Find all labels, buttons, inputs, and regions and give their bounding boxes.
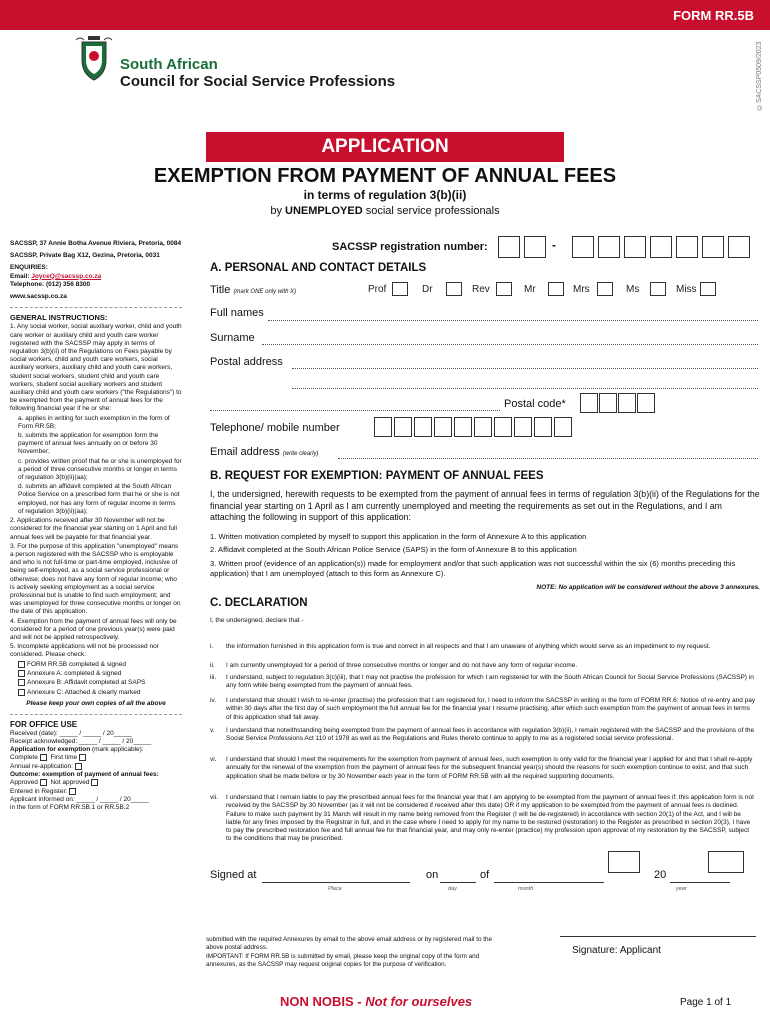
- registration-number-box[interactable]: [624, 236, 646, 258]
- motto-italic: Not for ourselves: [365, 994, 473, 1009]
- day-caption: day: [448, 886, 457, 892]
- instruction-1d: d. submits an affidavit completed at the South African Police Service on a prescribed form that he or she is not employed, nor has any form of regular income in terms of regulation 3(b)(ii)(aa);: [18, 483, 180, 515]
- registration-number-box[interactable]: [524, 236, 546, 258]
- keep-copies-note: Please keep your own copies of all the above: [26, 700, 166, 708]
- application-banner: APPLICATION: [206, 132, 564, 162]
- registration-dash: -: [552, 238, 556, 252]
- title-checkbox[interactable]: [392, 282, 408, 296]
- postal-address: SACSSP, Private Bag X12, Gezina, Pretoria, 0031: [10, 252, 160, 260]
- registration-number-box[interactable]: [728, 236, 750, 258]
- registration-number-box[interactable]: [498, 236, 520, 258]
- first-time-label: First time: [50, 754, 78, 762]
- declaration-numeral: iv.: [210, 697, 217, 704]
- declaration-item-v: I understand that notwithstanding being exempted from the payment of annual fees in accordance with regulation 3(b)(ii), I remain registered with the SACSSP and the provisions of the Social Service Professions Act 110 of 1978 as well as the Regulations and Rules thereto continue to apply to me as a registered social service professional.: [226, 727, 755, 743]
- informed-form: in the form of FORM RR.5B.1 or RR.5B.2: [10, 804, 130, 812]
- signature-box[interactable]: [608, 851, 640, 873]
- title-checkbox[interactable]: [597, 282, 613, 296]
- postal-code-box[interactable]: [637, 393, 655, 413]
- title-checkbox[interactable]: [650, 282, 666, 296]
- left-column: [10, 240, 182, 813]
- checkbox[interactable]: [69, 788, 76, 795]
- annual-reapplication: [10, 763, 182, 771]
- declaration-intro: I, the undersigned, declare that -: [210, 617, 304, 624]
- declaration-item-i: the information furnished in this application form is true and correct in all respects and that I am unaware of anything which would serve as an impediment to my request.: [226, 643, 711, 650]
- website-link[interactable]: www.sacssp.co.za: [10, 293, 67, 301]
- checklist-label: Annexure B: Affidavit completed at SAPS: [27, 679, 146, 687]
- exemption-request-text: I, the undersigned, herewith requests to be exempted from the payment of annual fees in terms of regulation 3(b)(ii) of the Regulations for the financial year starting on 1 April as I am currently unemployed and meeting the requirements as set out in the Regulations, and I am attaching the following in support of this application:: [210, 489, 760, 522]
- telephone-label: Telephone/ mobile number: [210, 422, 340, 434]
- email-label: [210, 446, 318, 458]
- application-type-note: (mark applicable):: [90, 746, 144, 754]
- postal-address-field[interactable]: [210, 410, 500, 411]
- instruction-1b: b. submits the application for exemption form the payment of annual fees annually on or before 30 November;: [18, 432, 159, 456]
- title-label: [210, 284, 296, 296]
- annexure-b-item: 2. Affidavit completed at the South African Police Service (SAPS) in the form of Annexure B to this application: [210, 545, 577, 554]
- declaration-item-vi: I understand that should I meet the requirements for the exemption from payment of annual fees, such exemption is only valid for the financial year I applied for and that I shall re-apply annually for the renewal of the exemption from the payment of annual fees for the subsequent financial year(s) should the reasons for such exemption continue to exist, and that such application shall be made before or by 30 November each year in the form of FORM RR.5B with all the required supporting documents.: [226, 756, 753, 780]
- instruction-4: 4. Exemption from the payment of annual fees will only be considered for a period of one previous year(s) were paid and will not be applied retrospectively.: [10, 617, 177, 641]
- telephone-digit-box[interactable]: [474, 417, 492, 437]
- application-type-line: [10, 746, 182, 754]
- motto-bold: NON NOBIS -: [280, 994, 366, 1009]
- month-field[interactable]: [494, 882, 604, 883]
- postal-code-box[interactable]: [599, 393, 617, 413]
- org-line-1: South African: [120, 56, 218, 73]
- by-bold: UNEMPLOYED: [285, 205, 363, 217]
- checkbox[interactable]: [91, 779, 98, 786]
- office-use-heading: FOR OFFICE USE: [10, 720, 78, 730]
- entered-register: [10, 788, 182, 796]
- section-a-heading: A. PERSONAL AND CONTACT DETAILS: [210, 262, 427, 274]
- by-prefix: by: [270, 205, 286, 217]
- not-approved-label: Not approved: [50, 779, 90, 787]
- signed-at-label: Signed at: [210, 869, 257, 881]
- declaration-numeral: ii.: [210, 662, 215, 669]
- complete-label: Complete: [10, 754, 38, 762]
- checkbox[interactable]: [40, 779, 47, 786]
- title-option-mr: Mr: [524, 284, 536, 295]
- important-note: IMPORTANT: If FORM RR.5B is submitted by email, please keep the original copy of the form and annexures, as the SACSSP may request original copies for the purpose of verification.: [206, 953, 480, 969]
- registration-number-box[interactable]: [598, 236, 620, 258]
- year-prefix: 20: [654, 869, 667, 881]
- application-type-label: Application for exemption: [10, 746, 91, 754]
- email-label: Email:: [10, 272, 32, 280]
- checklist-item: [10, 689, 182, 697]
- applicant-signature-label: Signature: Applicant: [572, 945, 661, 956]
- checkbox[interactable]: [18, 670, 25, 677]
- instruction-3: 3. For the purpose of this application "unemployed" means a person registered with the SACSSP who is employable and who is not full-time or part-time employed, inclusive of being self-employed, as a social service professional or otherwise; does not have any form of regular income; who is actively seeking employment as a social service professional but is unable to find such employment; and was unemployed for three consecutive months or longer on the date of this application.: [10, 542, 181, 616]
- registration-number-box[interactable]: [676, 236, 698, 258]
- title-label-text: Title: [210, 284, 231, 296]
- checklist-label: Annexure A: completed & signed: [27, 670, 122, 678]
- street-address: SACSSP, 37 Annie Botha Avenue Riviera, Pretoria, 0084: [10, 240, 182, 247]
- title-option-miss: Miss: [676, 284, 697, 295]
- checkbox[interactable]: [79, 754, 86, 761]
- month-caption: month: [518, 886, 534, 892]
- office-use-block: [10, 721, 182, 812]
- signature-box[interactable]: [708, 851, 744, 873]
- annexure-a-item: 1. Written motivation completed by myself to support this application in the form of Annexure A to this application: [210, 532, 587, 541]
- title-checkbox[interactable]: [496, 282, 512, 296]
- form-version-code: ©SACSSP0509/2023: [756, 41, 763, 110]
- place-field[interactable]: [262, 882, 410, 883]
- instruction-1a: a. applies in writing for such exemption in the form of Form RR.5B;: [18, 414, 170, 430]
- informed-date: Applicant informed on: _____ / _____ / 20_____: [10, 796, 149, 804]
- telephone-line: Telephone: (012) 356 8300: [10, 280, 91, 288]
- divider: [10, 714, 182, 715]
- received-date: Received (date): _____ / _____ / 20_____: [10, 729, 132, 737]
- year-field[interactable]: [670, 882, 730, 883]
- enquiries-label: ENQUIRIES:: [10, 264, 48, 272]
- page-subtitle: in terms of regulation 3(b)(ii): [303, 188, 467, 202]
- checkbox[interactable]: [75, 763, 82, 770]
- email-line: [10, 273, 182, 281]
- page-title: EXEMPTION FROM PAYMENT OF ANNUAL FEES: [153, 165, 617, 187]
- registration-number-box[interactable]: [650, 236, 672, 258]
- title-checkbox[interactable]: [700, 282, 716, 296]
- telephone-digit-box[interactable]: [494, 417, 512, 437]
- section-c-heading: C. DECLARATION: [210, 597, 308, 609]
- telephone-digit-box[interactable]: [534, 417, 552, 437]
- surname-label: Surname: [210, 332, 255, 344]
- day-field[interactable]: [440, 882, 476, 883]
- section-b-heading: B. REQUEST FOR EXEMPTION: PAYMENT OF ANNUAL FEES: [210, 470, 544, 482]
- entered-label: Entered in Register:: [10, 787, 68, 795]
- page-number: Page 1 of 1: [680, 997, 732, 1008]
- registration-number-box[interactable]: [572, 236, 594, 258]
- annexure-note: NOTE: No application will be considered without the above 3 annexures.: [536, 584, 760, 591]
- registration-number-box[interactable]: [702, 236, 724, 258]
- contact-email-link[interactable]: JoyceQ@sacssp.co.za: [31, 272, 102, 280]
- declaration-item-iii: I understand, subject to regulation 3(c)(iii), that I may not practise the profession for which I am registered for with the South African Council for Social Service Professions (SACSSP) in any form while being exempted from the payment of annual fees.: [226, 674, 754, 690]
- coat-of-arms-logo: [72, 34, 116, 82]
- by-suffix: social service professionals: [362, 205, 500, 217]
- checkbox[interactable]: [18, 661, 25, 668]
- title-option-ms: Ms: [626, 284, 640, 295]
- title-checkbox[interactable]: [446, 282, 462, 296]
- full-names-field[interactable]: [268, 320, 758, 321]
- declaration-numeral: v.: [210, 727, 215, 734]
- title-note: (mark ONE only with X): [233, 289, 297, 295]
- checkbox[interactable]: [18, 689, 25, 696]
- instruction-2: 2. Applications received after 30 November will not be considered for the financial year starting on 1 April and full annual fees will be payable for that financial year.: [10, 517, 177, 541]
- postal-address-field[interactable]: [292, 368, 758, 369]
- form-id: FORM RR.5B: [673, 8, 754, 23]
- declaration-item-iv: I understand that should I wish to re-enter (practise) the profession that I am registered for, I need to inform the SACSSP in writing in the form of FORM RR.6: Notice of re-entry and pay within 30 days after the first day of such employment the full annual fee for the financial year I resume practising, after which such exemption from the payment of annual fees in terms of this application shall fall away.: [226, 697, 756, 721]
- general-instructions: [10, 314, 182, 708]
- email-note: (write clearly): [282, 451, 319, 457]
- outcome-label: Outcome: exemption of payment of annual fees:: [10, 771, 159, 779]
- header-bar: [0, 0, 770, 30]
- place-caption: Place: [328, 886, 342, 892]
- instructions-heading: GENERAL INSTRUCTIONS:: [10, 313, 108, 323]
- title-option-dr: Dr: [422, 284, 433, 295]
- submission-note: submitted with the required Annexures by email to the above email address or by registered mail to the above postal address.: [206, 936, 492, 952]
- year-caption: year: [676, 886, 687, 892]
- checkbox[interactable]: [18, 679, 25, 686]
- postal-code-box[interactable]: [580, 393, 598, 413]
- telephone-digit-box[interactable]: [454, 417, 472, 437]
- of-label: of: [480, 869, 490, 881]
- instruction-5: 5. Incomplete applications will not be processed nor considered. Please check:: [10, 643, 159, 659]
- declaration-numeral: vii.: [210, 794, 218, 801]
- motto: [280, 994, 472, 1009]
- title-checkbox[interactable]: [548, 282, 564, 296]
- postal-code-label: Postal code*: [504, 398, 566, 410]
- title-option-prof: Prof: [368, 284, 387, 295]
- instruction-1: 1. Any social worker, social auxiliary worker, child and youth care worker or auxiliary child and youth care worker registered with the SACSSP may apply in terms of regulation 3(b)(ii) of the Regulations on Fees payable by social workers, child and youth care workers, social auxiliary workers, auxiliary child and youth care workers, student social workers, student child and youth care workers, student social auxiliary workers and student auxiliary child and youth care workers ("the Regulations") to be exempted from the payment of annual fees for the following financial year if he or she:: [10, 323, 182, 413]
- outcome-options: [10, 779, 182, 787]
- checklist-label: FORM RR.5B completed & signed: [27, 660, 126, 668]
- declaration-numeral: iii.: [210, 674, 217, 681]
- checklist-item: [10, 679, 182, 687]
- org-line-2: Council for Social Service Professions: [120, 73, 396, 90]
- telephone-digit-box[interactable]: [554, 417, 572, 437]
- checklist-item: [10, 661, 182, 669]
- telephone-digit-box[interactable]: [394, 417, 412, 437]
- application-type-options: [10, 754, 182, 762]
- checklist-label: Annexure C: Attached & clearly marked: [27, 689, 141, 697]
- telephone-digit-box[interactable]: [434, 417, 452, 437]
- checklist-item: [10, 670, 182, 678]
- full-names-label: Full names: [210, 307, 264, 319]
- registration-number-label: SACSSP registration number:: [332, 241, 488, 253]
- declaration-item-ii: I am currently unemployed for a period of three consecutive months or longer and do not have any form of regular income.: [226, 662, 578, 669]
- telephone-digit-box[interactable]: [374, 417, 392, 437]
- instruction-1c: c. provides written proof that he or she is unemployed for a period of three consecutive months or longer in terms of regulation 3(b)(ii)(aa);: [18, 457, 182, 482]
- title-option-mrs: Mrs: [573, 284, 590, 295]
- annexure-c-item: 3. Written proof (evidence of an application(s)) made for employment and/or that such application was not successful within the six (6) months preceding this application) that I am unemployed (attach to this form as Annexure C).: [210, 559, 736, 578]
- title-option-rev: Rev: [472, 284, 490, 295]
- annual-label: Annual re-application:: [10, 762, 73, 770]
- telephone-digit-box[interactable]: [414, 417, 432, 437]
- postal-address-field[interactable]: [292, 388, 758, 389]
- postal-address-label: Postal address: [210, 356, 283, 368]
- checkbox[interactable]: [40, 754, 47, 761]
- divider: [10, 307, 182, 308]
- organisation-name: [120, 56, 395, 90]
- postal-code-box[interactable]: [618, 393, 636, 413]
- declaration-item-vii: I understand that I remain liable to pay the prescribed annual fees for the financial year that I am applying to be exempted from the payment of annual fees if: this application form is not received by the SACSSP by 30 November (as it will not be considered if received after this date) OR if my application to be exempted from the payment of annual fees is declined. Failure to make such payment by 31 March will result in my name being removed from the Register (I will be de-registered) in accordance with section 20(1) of the Act, and I will be liable for any fines imposed by the Registrar in full, and in the case where I need to apply for my name to be restored (restoration) to the Register as prescribed in section 20(3), I have to pay the prescribed restoration fee and full annual fee for that financial year, and may only re-enter (practice) my profession upon approval of my restoration by the SACSSP, subject to the conditions that may be prescribed.: [226, 794, 754, 843]
- receipt-date: Receipt acknowledged: _____ / _____ / 20_____: [10, 737, 152, 745]
- surname-field[interactable]: [262, 344, 758, 345]
- telephone-digit-box[interactable]: [514, 417, 532, 437]
- declaration-numeral: i.: [210, 643, 214, 650]
- on-label: on: [426, 869, 439, 881]
- approved-label: Approved: [10, 779, 38, 787]
- applicant-type-line: [0, 205, 770, 217]
- email-label-text: Email address: [210, 446, 280, 458]
- applicant-signature-field[interactable]: [560, 936, 756, 937]
- declaration-numeral: vi.: [210, 756, 217, 763]
- email-field[interactable]: [338, 458, 758, 459]
